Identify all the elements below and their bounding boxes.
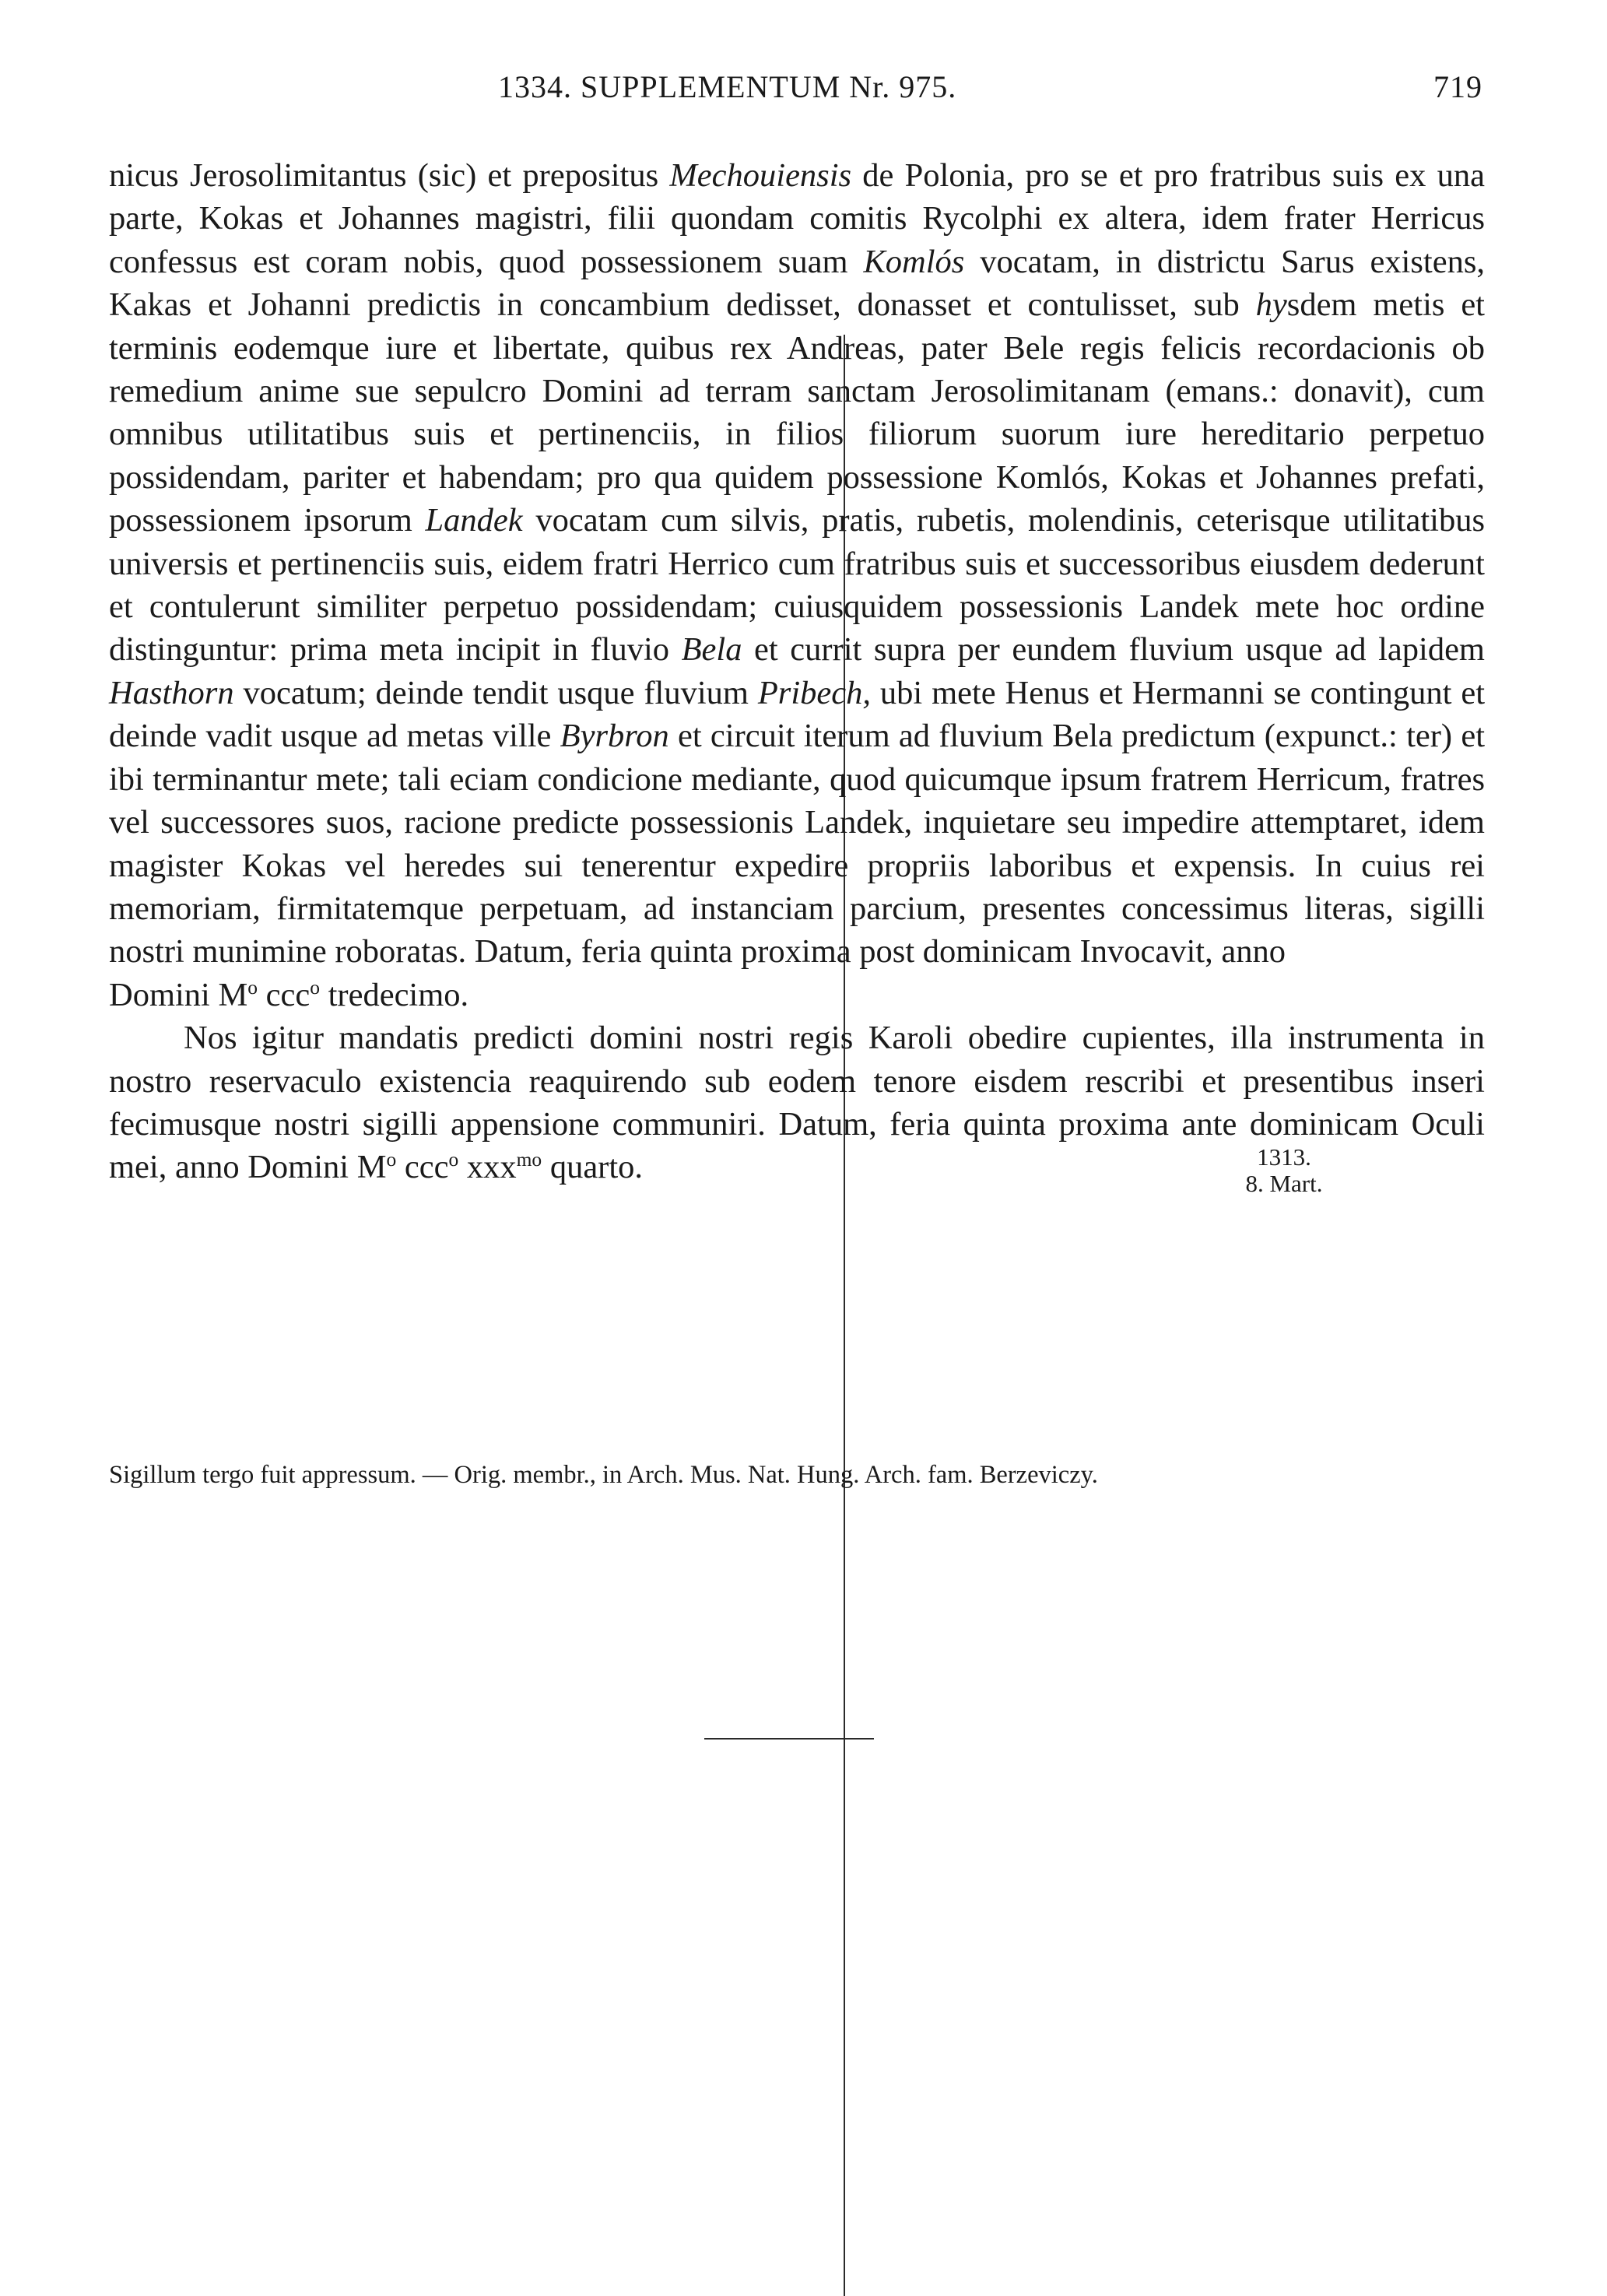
text-run: Nos igitur mandatis predicti domini nostri regis Karoli obedire cupientes, illa instrumenta in nostro reservaculo existencia reaquirendo sub eodem tenore eisdem rescribi et presentibus inseri fecimusque nostri sigilli appensione communiri. Datum, feria quinta proxima ante dominicam Oculi mei, anno Domini M [109, 1020, 1485, 1186]
italic-place-name: Komlós [863, 243, 965, 280]
text-run: Domini M [109, 976, 248, 1013]
italic-place-name: Pribech, [757, 674, 871, 711]
superscript: o [448, 1148, 459, 1171]
text-run: nicus Jerosolimitantus (sic) et prepositus [109, 157, 670, 194]
italic-place-name: Hasthorn [109, 674, 234, 711]
text-run: ccc [396, 1149, 449, 1186]
text-run: xxx [458, 1149, 517, 1186]
paragraph-1 [109, 154, 1485, 1016]
text-run: ccc [258, 976, 311, 1013]
text-run: et currit supra per eundem fluvium usque ad lapidem [742, 631, 1485, 669]
margin-date-note [1226, 1144, 1342, 1197]
text-run: sdem metis et terminis eodemque iure et libertate, quibus rex Andreas, pater Bele regis felicis recordacionis ob remedium anime sue sepulcro Domini ad terram sanctam Jerosolimitanam (emans.: donavit), cum omnibus utilitatibus suis et pertinenciis, in filios filiorum suorum iure hereditario perpetuo possidendam, pariter et habendam; pro qua quidem possessione Komlós, Kokas et Johannes prefati, possessionem ipsorum [109, 286, 1485, 539]
superscript: o [247, 975, 258, 999]
text-run: vocatum; deinde tendit usque fluvium [233, 674, 758, 711]
header-title: 1334. SUPPLEMENTUM Nr. 975. [498, 69, 957, 104]
italic-place-name: Mechouiensis [669, 157, 852, 194]
superscript: o [386, 1148, 397, 1171]
source-note [109, 1457, 1485, 1494]
text-run: de Polonia, pro se et pro fratribus suis ex una parte, Kokas et Johannes magistri, filii quondam comitis Rycolphi ex altera, idem frater Herricus confessus est coram nobis, quod possessionem suam [109, 157, 1485, 280]
text-run: et circuit iterum ad fluvium Bela predictum (expunct.: ter) et ibi terminantur mete; tali eciam condicione mediante, quod quicumque ipsum fratrem Herricum, fratres vel successores suos, racione predicte possessionis Landek, inquietare seu impedire attemptaret, idem magister Kokas vel heredes sui tenerentur expedire propriis laboribus et expensis. In cuius rei memoriam, firmitatemque perpetuam, ad instanciam parcium, presentes concessimus literas, sigilli nostri munimine roboratas. Datum, feria quinta proxima post dominicam Invocavit, anno [109, 718, 1486, 971]
italic-place-name: Landek [425, 502, 523, 539]
margin-day: 8. Mart. [1245, 1170, 1323, 1197]
main-text [109, 154, 1485, 1189]
text-run: vocatam, in districtu Sarus existens, Kakas et Johanni predictis in concambium dedisset, donasset et contulisset, sub [109, 243, 1485, 324]
text-run: tredecimo. [320, 976, 469, 1013]
superscript: mo [516, 1148, 542, 1171]
page-number: 719 [1433, 69, 1482, 104]
italic-word-part: hy [1255, 286, 1287, 324]
source-note-text: Sigillum tergo fuit appressum. — Orig. membr., in Arch. Mus. Nat. Hung. Arch. fam. Berzeviczy. [109, 1461, 1098, 1489]
italic-place-name: Bela [681, 631, 742, 669]
text-run: ubi mete Henus et Hermanni se contingunt et deinde vadit usque ad metas ville [109, 674, 1486, 755]
end-horizontal-rule [704, 1738, 874, 1740]
text-run: vocatam cum silvis, pratis, rubetis, molendinis, ceterisque utilitatibus universis et pertinenciis suis, eidem fratri Herrico cum fratribus suis et successoribus eiusdem dederunt et contulerunt similiter perpetuo possidendam; cuiusquidem possessionis Landek mete hoc ordine distinguntur: prima meta incipit in fluvio [109, 502, 1485, 669]
running-header [109, 68, 1482, 115]
text-run: quarto. [542, 1149, 644, 1186]
superscript: o [310, 975, 320, 999]
margin-year: 1313. [1257, 1143, 1311, 1171]
italic-place-name: Byrbron [560, 718, 669, 755]
